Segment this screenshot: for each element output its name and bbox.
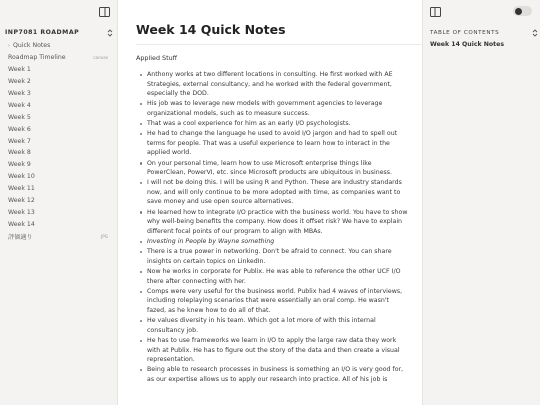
sidebar-item-left: [8, 126, 31, 133]
panel-icon[interactable]: [430, 7, 441, 17]
vault-name: INP7081 ROADMAP: [5, 29, 80, 36]
sidebar-item[interactable]: [0, 111, 118, 123]
sidebar-item-left: [8, 54, 66, 61]
section-heading: Applied Stuff: [136, 54, 178, 62]
sidebar-item-label: Week 13: [8, 208, 35, 216]
sidebar-item-label: Week 11: [8, 185, 35, 193]
list-item: That was a cool experience for him as an early I/O psychologists.: [136, 119, 408, 129]
sidebar-item[interactable]: [0, 230, 118, 242]
file-tree: [0, 40, 118, 242]
sidebar-item-left: [8, 149, 31, 156]
list-item: He values diversity in his team. Which got a lot more of with this internal consultancy job.: [136, 316, 408, 335]
title-divider: [136, 44, 422, 45]
sidebar-item-left: [8, 42, 50, 49]
right-sidebar: [422, 0, 540, 405]
list-item: He has to use frameworks we learn in I/O to apply the large raw data they work with at Publix. He has to figure out the story of the data and then create a visual representation.: [136, 336, 408, 365]
list-item: I will not be doing this. I will be using R and Python. These are industry standards now, and will only continue to be more adopted with time, as companies want to save money and use open source alternatives.: [136, 178, 408, 207]
sidebar-item-left: [8, 161, 31, 168]
chevron-updown-icon: [107, 29, 113, 37]
sidebar-item[interactable]: [0, 88, 118, 100]
list-item: Being able to research processes in business is something an I/O is very good for, as our expertise allows us to apply our research into practice. All of his job is: [136, 365, 408, 384]
sidebar-item[interactable]: [0, 135, 118, 147]
chevron-updown-icon: [532, 29, 538, 37]
sidebar-item-left: [8, 90, 31, 97]
sidebar-item-left: [8, 66, 31, 73]
list-item: Investing in People by Wayne something: [136, 237, 408, 247]
file-type-tag: JPG: [100, 233, 108, 239]
sidebar-item-label: Week 5: [8, 113, 31, 121]
sidebar-item-label: Week 14: [8, 220, 35, 228]
left-sidebar: [0, 0, 118, 405]
list-item: His job was to leverage new models with government agencies to leverage organizational models, such as to measure success.: [136, 99, 408, 118]
sidebar-item[interactable]: [0, 195, 118, 207]
file-type-tag: canvas: [93, 55, 108, 61]
sidebar-item-left: [8, 114, 31, 121]
sidebar-toggle-icon[interactable]: [99, 7, 110, 17]
sidebar-item[interactable]: [0, 147, 118, 159]
sidebar-item-label: Week 2: [8, 78, 31, 86]
list-item: Anthony works at two different locations in consulting. He first worked with AE Strategies, external consultancy, and he worked with the federal government, especially the DOD.: [136, 70, 408, 99]
sidebar-item-label: Roadmap Timeline: [8, 54, 66, 62]
list-item: Comps were very useful for the business world. Publix had 4 waves of interviews, including roleplaying scenarios that were essentially an oral comp. He wasn't fazed, as he knew how to do all of that.: [136, 287, 408, 316]
list-item: He had to change the language he used to avoid I/O jargon and had to spell out terms for people. That was a useful experience to learn how to interact in the applied world.: [136, 129, 408, 158]
chevron-right-icon: ›: [8, 42, 10, 49]
sidebar-item-left: [8, 197, 35, 204]
toc-header[interactable]: [430, 27, 538, 38]
sidebar-item[interactable]: [0, 171, 118, 183]
vault-switcher[interactable]: [5, 27, 113, 38]
sidebar-item[interactable]: [0, 123, 118, 135]
sidebar-item-left: [8, 78, 31, 85]
sidebar-item-left: [8, 138, 31, 145]
toggle-knob: [515, 8, 522, 15]
list-item: On your personal time, learn how to use Microsoft enterprise things like PowerClean, PowerVI, etc. since Microsoft products are ubiquitous in business.: [136, 159, 408, 178]
sidebar-item[interactable]: [0, 183, 118, 195]
sidebar-item-left: [8, 209, 35, 216]
toc-label: TABLE OF CONTENTS: [430, 29, 500, 36]
editor-pane: [118, 0, 422, 405]
sidebar-item-label: 評価適り: [8, 233, 33, 241]
sidebar-item-label: Week 9: [8, 161, 31, 169]
sidebar-item-left: [8, 173, 35, 180]
sidebar-item-label: Week 6: [8, 125, 31, 133]
sidebar-item-left: [8, 185, 35, 192]
sidebar-item[interactable]: [0, 40, 118, 52]
sidebar-item[interactable]: [0, 159, 118, 171]
sidebar-item[interactable]: [0, 64, 118, 76]
list-item: Now he works in corporate for Publix. He was able to reference the other UCF I/O there after connecting with her.: [136, 267, 408, 286]
page-title: Week 14 Quick Notes: [136, 22, 286, 37]
bullet-list: [136, 70, 408, 385]
sidebar-item[interactable]: [0, 206, 118, 218]
sidebar-item[interactable]: [0, 218, 118, 230]
sidebar-item-label: Week 4: [8, 101, 31, 109]
sidebar-item-label: Week 3: [8, 90, 31, 97]
sidebar-item-left: [8, 102, 31, 109]
sidebar-item-label: Week 1: [8, 66, 31, 74]
theme-toggle-switch[interactable]: [513, 6, 532, 16]
list-item: He learned how to integrate I/O practice with the business world. You have to show why well-being benefits the company. How does it offset risk? We have to explain different focal points of our program to align with MBAs.: [136, 208, 408, 237]
sidebar-item-label: Week 8: [8, 149, 31, 157]
sidebar-item-label: Quick Notes: [13, 42, 51, 50]
sidebar-item[interactable]: [0, 52, 118, 64]
sidebar-item[interactable]: [0, 76, 118, 88]
sidebar-item-label: Week 12: [8, 197, 35, 205]
toc-item[interactable]: Week 14 Quick Notes: [430, 41, 505, 48]
sidebar-item-label: Week 10: [8, 173, 35, 181]
sidebar-item-left: [8, 221, 35, 228]
sidebar-item[interactable]: [0, 99, 118, 111]
sidebar-item-left: [8, 232, 33, 241]
sidebar-item-label: Week 7: [8, 137, 31, 145]
list-item: There is a true power in networking. Don't be afraid to connect. You can share insights on certain topics on LinkedIn.: [136, 247, 408, 266]
